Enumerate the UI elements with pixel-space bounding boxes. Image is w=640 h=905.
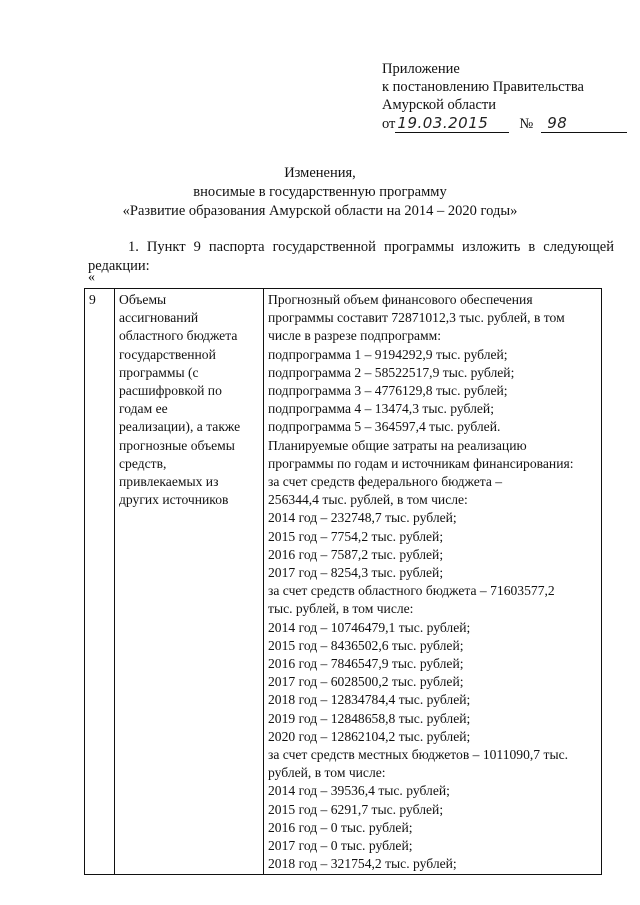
appendix-resolution-line: к постановлению Правительства (382, 79, 584, 95)
name-line: прогнозные объемы (119, 437, 235, 453)
content-line: числе в разрезе подпрограмм: (268, 328, 442, 344)
row-name-lines (119, 291, 260, 509)
document-heading (0, 164, 640, 221)
content-line: 2015 год – 7754,2 тыс. рублей; (268, 528, 444, 544)
appendix-block (382, 60, 627, 133)
content-line: за счет средств местных бюджетов – 1011090,7 тыс. (268, 747, 569, 763)
name-line: средств, (119, 455, 167, 471)
content-line: 2020 год – 12862104,2 тыс. рублей; (268, 728, 471, 744)
opening-quote: « (88, 270, 95, 285)
name-line: государственной (119, 346, 216, 362)
heading-line-2: вносимые в государственную программу (193, 184, 447, 200)
from-label: от (382, 116, 396, 132)
passport-table (84, 288, 602, 875)
content-line: рублей, в том числе: (268, 765, 386, 781)
name-line: других источников (119, 492, 229, 508)
name-line: привлекаемых из (119, 474, 219, 490)
name-line: областного бюджета (119, 328, 238, 344)
row-content-cell (264, 289, 602, 875)
content-line: программы составит 72871012,3 тыс. рублей, в том (268, 310, 565, 326)
content-line: 2017 год – 6028500,2 тыс. рублей; (268, 674, 464, 690)
content-line: 2015 год – 8436502,6 тыс. рублей; (268, 637, 464, 653)
heading-line-1: Изменения, (284, 165, 356, 181)
content-line: за счет средств федерального бюджета – (268, 474, 503, 490)
handwritten-number: 98 (541, 114, 627, 133)
content-line: за счет средств областного бюджета – 71603577,2 (268, 583, 555, 599)
content-line: 2014 год – 232748,7 тыс. рублей; (268, 510, 457, 526)
content-line: 2018 год – 12834784,4 тыс. рублей; (268, 692, 471, 708)
content-line: программы по годам и источникам финансирования: (268, 455, 574, 471)
content-line: 256344,4 тыс. рублей, в том числе: (268, 492, 468, 508)
content-line: тыс. рублей, в том числе: (268, 601, 414, 617)
content-line: 2015 год – 6291,7 тыс. рублей; (268, 801, 444, 817)
content-line: подпрограмма 1 – 9194292,9 тыс. рублей; (268, 346, 508, 362)
content-line: Планируемые общие затраты на реализацию (268, 437, 527, 453)
content-line: 2016 год – 7846547,9 тыс. рублей; (268, 656, 464, 672)
item-paragraph: 1. Пункт 9 паспорта государственной программы изложить в следующей редакции: (88, 239, 614, 274)
content-line: 2019 год – 12848658,8 тыс. рублей; (268, 710, 471, 726)
content-line: подпрограмма 5 – 364597,4 тыс. рублей. (268, 419, 501, 435)
heading-line-3: «Развитие образования Амурской области на 2014 – 2020 годы» (122, 203, 518, 219)
number-sign: № (519, 116, 534, 132)
content-line: 2016 год – 0 тыс. рублей; (268, 819, 413, 835)
name-line: Объемы (119, 292, 167, 307)
content-line: 2018 год – 321754,2 тыс. рублей; (268, 856, 457, 872)
content-line: подпрограмма 4 – 13474,3 тыс. рублей; (268, 401, 494, 417)
table-row (85, 289, 602, 875)
content-line: подпрограмма 2 – 58522517,9 тыс. рублей; (268, 364, 515, 380)
content-line: 2016 год – 7587,2 тыс. рублей; (268, 546, 444, 562)
name-line: реализации), а также (119, 419, 241, 435)
row-number-cell: 9 (85, 289, 115, 875)
row-content-lines (268, 291, 598, 874)
content-line: 2014 год – 39536,4 тыс. рублей; (268, 783, 450, 799)
content-line: Прогнозный объем финансового обеспечения (268, 292, 533, 307)
content-line: подпрограмма 3 – 4776129,8 тыс. рублей; (268, 383, 508, 399)
name-line: программы (с (119, 364, 199, 380)
name-line: расшифровкой по (119, 383, 222, 399)
name-line: ассигнований (119, 310, 199, 326)
handwritten-date: 19.03.2015 (395, 114, 509, 133)
content-line: 2017 год – 8254,3 тыс. рублей; (268, 565, 444, 581)
name-line: годам ее (119, 401, 168, 417)
page-bottom-edge (0, 888, 640, 905)
appendix-region-line: Амурской области (382, 97, 496, 113)
content-line: 2014 год – 10746479,1 тыс. рублей; (268, 619, 471, 635)
appendix-date-number-line (382, 114, 627, 133)
appendix-title: Приложение (382, 61, 460, 77)
row-name-cell (115, 289, 264, 875)
content-line: 2017 год – 0 тыс. рублей; (268, 838, 413, 854)
